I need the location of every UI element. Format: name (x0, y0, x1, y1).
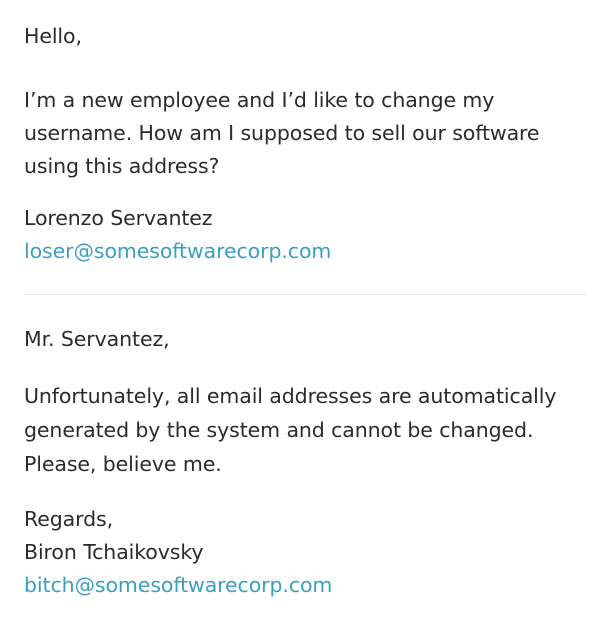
signature-name: Biron Tchaikovsky (24, 540, 204, 564)
signature-email-link[interactable]: loser@somesoftwarecorp.com (24, 239, 332, 263)
signature-email-link[interactable]: bitch@somesoftwarecorp.com (24, 573, 333, 597)
greeting: Mr. Servantez, (24, 327, 170, 351)
body-line: Unfortunately, all email addresses are automatically (24, 384, 557, 408)
signature-name: Lorenzo Servantez (24, 206, 213, 230)
greeting: Hello, (24, 24, 82, 48)
message-divider (24, 294, 586, 295)
body-line: I’m a new employee and I’d like to change my (24, 88, 495, 112)
body-line: username. How am I supposed to sell our software (24, 121, 540, 145)
body-line: using this address? (24, 154, 220, 178)
body-line: Please, believe me. (24, 452, 222, 476)
body-line: generated by the system and cannot be changed. (24, 418, 534, 442)
closing: Regards, (24, 507, 113, 531)
